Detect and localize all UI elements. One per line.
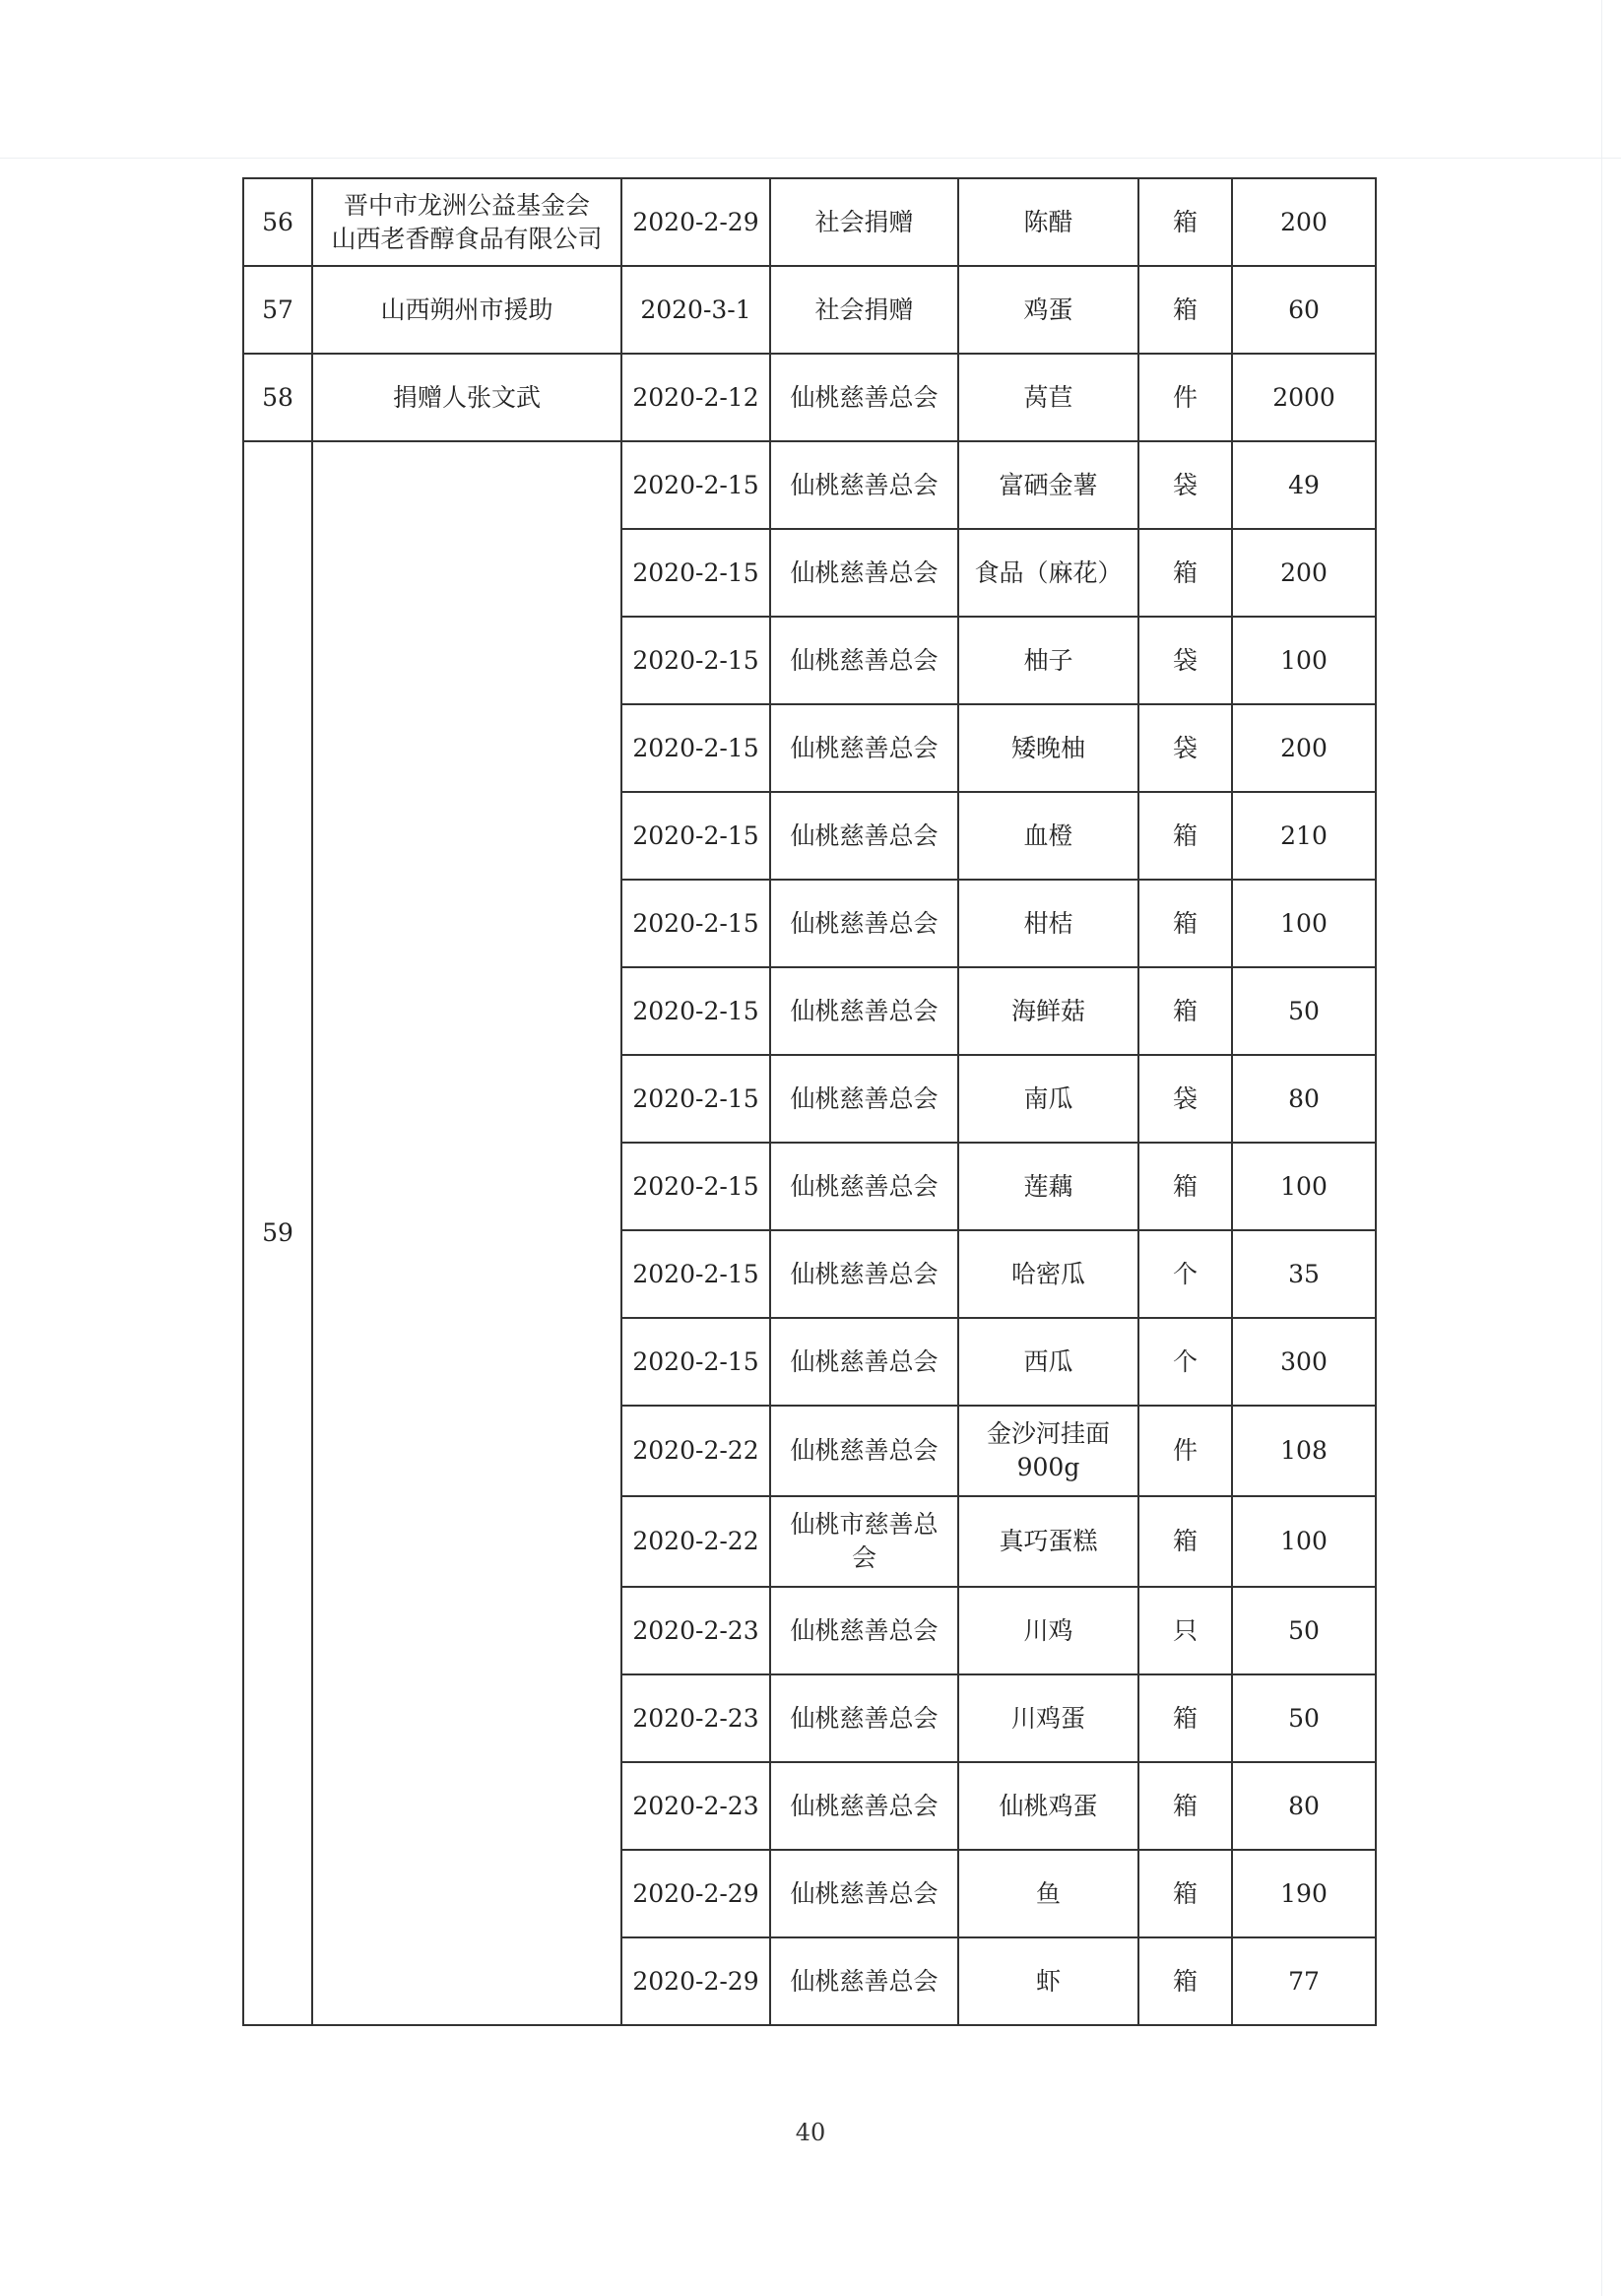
table-row <box>243 354 1376 441</box>
donor-cell <box>312 441 621 2025</box>
item-cell: 川鸡 <box>958 1587 1138 1674</box>
recipient-cell: 仙桃慈善总会 <box>770 1762 958 1850</box>
donor-cell: 捐赠人张文武 <box>312 354 621 441</box>
recipient-cell: 仙桃慈善总会 <box>770 1406 958 1496</box>
unit-cell: 箱 <box>1138 880 1232 967</box>
item-cell: 海鲜菇 <box>958 967 1138 1055</box>
unit-cell: 箱 <box>1138 1937 1232 2025</box>
recipient-cell: 仙桃慈善总会 <box>770 441 958 529</box>
recipient-cell: 仙桃慈善总会 <box>770 967 958 1055</box>
donation-table <box>242 177 1377 2026</box>
qty-cell: 200 <box>1232 704 1376 792</box>
recipient-cell: 仙桃慈善总会 <box>770 1674 958 1762</box>
row-number-cell: 56 <box>243 178 312 266</box>
unit-cell: 只 <box>1138 1587 1232 1674</box>
table-row <box>243 178 1376 266</box>
date-cell: 2020-2-29 <box>621 1850 770 1937</box>
unit-cell: 个 <box>1138 1230 1232 1318</box>
date-cell: 2020-2-23 <box>621 1674 770 1762</box>
unit-cell: 箱 <box>1138 792 1232 880</box>
qty-cell: 2000 <box>1232 354 1376 441</box>
unit-cell: 个 <box>1138 1318 1232 1406</box>
recipient-cell: 仙桃慈善总会 <box>770 1850 958 1937</box>
item-cell: 血橙 <box>958 792 1138 880</box>
date-cell: 2020-2-15 <box>621 967 770 1055</box>
item-cell: 虾 <box>958 1937 1138 2025</box>
qty-cell: 50 <box>1232 967 1376 1055</box>
qty-cell: 60 <box>1232 266 1376 354</box>
qty-cell: 108 <box>1232 1406 1376 1496</box>
item-cell: 鸡蛋 <box>958 266 1138 354</box>
item-cell: 真巧蛋糕 <box>958 1496 1138 1587</box>
scan-edge-top <box>0 158 1621 159</box>
qty-cell: 200 <box>1232 178 1376 266</box>
qty-cell: 50 <box>1232 1587 1376 1674</box>
item-cell: 南瓜 <box>958 1055 1138 1143</box>
unit-cell: 箱 <box>1138 178 1232 266</box>
qty-cell: 300 <box>1232 1318 1376 1406</box>
page-number: 40 <box>795 2119 826 2146</box>
unit-cell: 件 <box>1138 354 1232 441</box>
date-cell: 2020-2-15 <box>621 529 770 617</box>
date-cell: 2020-2-15 <box>621 441 770 529</box>
item-cell: 食品（麻花） <box>958 529 1138 617</box>
item-cell: 陈醋 <box>958 178 1138 266</box>
donor-cell: 晋中市龙洲公益基金会 山西老香醇食品有限公司 <box>312 178 621 266</box>
date-cell: 2020-2-23 <box>621 1587 770 1674</box>
item-cell: 川鸡蛋 <box>958 1674 1138 1762</box>
qty-cell: 49 <box>1232 441 1376 529</box>
unit-cell: 袋 <box>1138 441 1232 529</box>
qty-cell: 100 <box>1232 1496 1376 1587</box>
date-cell: 2020-2-22 <box>621 1496 770 1587</box>
recipient-cell: 仙桃慈善总会 <box>770 354 958 441</box>
recipient-cell: 仙桃慈善总会 <box>770 1230 958 1318</box>
unit-cell: 袋 <box>1138 1055 1232 1143</box>
date-cell: 2020-2-12 <box>621 354 770 441</box>
unit-cell: 箱 <box>1138 967 1232 1055</box>
unit-cell: 箱 <box>1138 1850 1232 1937</box>
qty-cell: 50 <box>1232 1674 1376 1762</box>
date-cell: 2020-2-23 <box>621 1762 770 1850</box>
date-cell: 2020-2-15 <box>621 617 770 704</box>
scan-edge-right <box>1601 0 1602 2296</box>
item-cell: 鱼 <box>958 1850 1138 1937</box>
recipient-cell: 仙桃慈善总会 <box>770 1937 958 2025</box>
item-cell: 柚子 <box>958 617 1138 704</box>
item-cell: 柑桔 <box>958 880 1138 967</box>
item-cell: 莲藕 <box>958 1143 1138 1230</box>
unit-cell: 箱 <box>1138 529 1232 617</box>
qty-cell: 200 <box>1232 529 1376 617</box>
unit-cell: 箱 <box>1138 1762 1232 1850</box>
recipient-cell: 社会捐赠 <box>770 266 958 354</box>
table-row <box>243 441 1376 529</box>
unit-cell: 箱 <box>1138 1143 1232 1230</box>
qty-cell: 100 <box>1232 1143 1376 1230</box>
recipient-cell: 社会捐赠 <box>770 178 958 266</box>
donor-cell: 山西朔州市援助 <box>312 266 621 354</box>
date-cell: 2020-2-29 <box>621 178 770 266</box>
unit-cell: 箱 <box>1138 1496 1232 1587</box>
item-cell: 矮晚柚 <box>958 704 1138 792</box>
qty-cell: 190 <box>1232 1850 1376 1937</box>
qty-cell: 210 <box>1232 792 1376 880</box>
table-row <box>243 266 1376 354</box>
item-cell: 西瓜 <box>958 1318 1138 1406</box>
qty-cell: 100 <box>1232 880 1376 967</box>
item-cell: 仙桃鸡蛋 <box>958 1762 1138 1850</box>
recipient-cell: 仙桃慈善总会 <box>770 1143 958 1230</box>
row-number-cell: 57 <box>243 266 312 354</box>
date-cell: 2020-2-15 <box>621 1318 770 1406</box>
table-body <box>243 178 1376 2025</box>
unit-cell: 箱 <box>1138 1674 1232 1762</box>
unit-cell: 箱 <box>1138 266 1232 354</box>
unit-cell: 件 <box>1138 1406 1232 1496</box>
item-cell: 莴苣 <box>958 354 1138 441</box>
date-cell: 2020-2-29 <box>621 1937 770 2025</box>
item-cell: 富硒金薯 <box>958 441 1138 529</box>
qty-cell: 80 <box>1232 1762 1376 1850</box>
unit-cell: 袋 <box>1138 617 1232 704</box>
recipient-cell: 仙桃慈善总会 <box>770 1055 958 1143</box>
row-number-cell: 58 <box>243 354 312 441</box>
recipient-cell: 仙桃慈善总会 <box>770 880 958 967</box>
recipient-cell: 仙桃慈善总会 <box>770 617 958 704</box>
qty-cell: 100 <box>1232 617 1376 704</box>
unit-cell: 袋 <box>1138 704 1232 792</box>
qty-cell: 77 <box>1232 1937 1376 2025</box>
recipient-cell: 仙桃慈善总会 <box>770 1587 958 1674</box>
date-cell: 2020-2-22 <box>621 1406 770 1496</box>
date-cell: 2020-2-15 <box>621 1055 770 1143</box>
date-cell: 2020-2-15 <box>621 704 770 792</box>
date-cell: 2020-2-15 <box>621 792 770 880</box>
item-cell: 哈密瓜 <box>958 1230 1138 1318</box>
qty-cell: 80 <box>1232 1055 1376 1143</box>
date-cell: 2020-3-1 <box>621 266 770 354</box>
item-cell: 金沙河挂面 900g <box>958 1406 1138 1496</box>
recipient-cell: 仙桃慈善总会 <box>770 529 958 617</box>
recipient-cell: 仙桃市慈善总 会 <box>770 1496 958 1587</box>
date-cell: 2020-2-15 <box>621 880 770 967</box>
recipient-cell: 仙桃慈善总会 <box>770 704 958 792</box>
date-cell: 2020-2-15 <box>621 1143 770 1230</box>
recipient-cell: 仙桃慈善总会 <box>770 1318 958 1406</box>
date-cell: 2020-2-15 <box>621 1230 770 1318</box>
row-number-cell: 59 <box>243 441 312 2025</box>
qty-cell: 35 <box>1232 1230 1376 1318</box>
recipient-cell: 仙桃慈善总会 <box>770 792 958 880</box>
